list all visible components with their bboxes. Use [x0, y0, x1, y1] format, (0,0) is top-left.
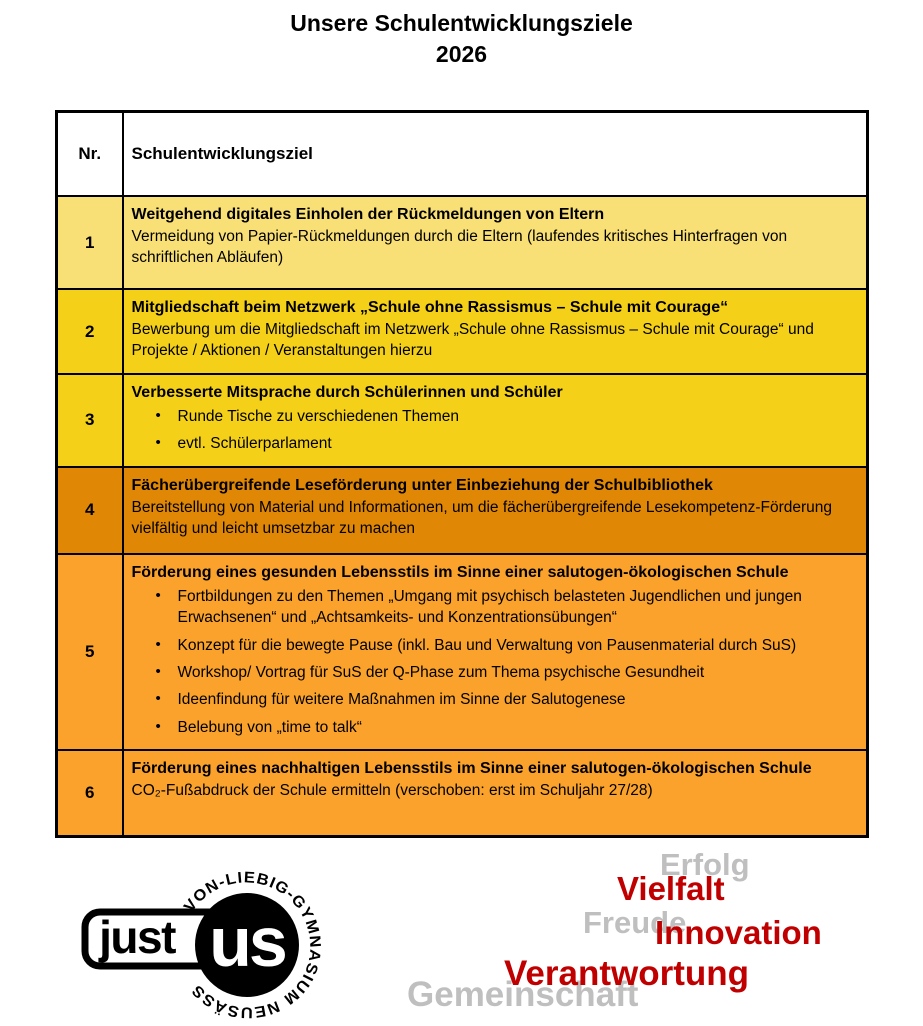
goal-body: CO₂-Fußabdruck der Schule ermitteln (verschoben: erst im Schuljahr 27/28): [131, 782, 653, 800]
goals-table: [55, 110, 869, 838]
wordcloud-word-freude: Freude: [583, 905, 687, 940]
table-row: [57, 467, 868, 554]
goal-title: Verbesserte Mitsprache durch Schülerinnen und Schüler: [131, 384, 563, 401]
wordcloud-word-gemeinschaft: Gemeinschaft: [407, 975, 639, 1014]
goal-title: Fächerübergreifende Leseförderung unter Einbeziehung der Schulbibliothek: [131, 476, 713, 494]
page-title: [0, 8, 923, 70]
goal-cell: [123, 467, 868, 554]
goal-bullet-list: [132, 586, 853, 738]
page-title-year: 2026: [435, 41, 488, 68]
table-header-row: [57, 112, 868, 197]
goal-body: Bereitstellung von Material und Informationen, um die fächerübergreifende Lesekompetenz-Förderung vielfältig und leicht umsetzbar zu machen: [131, 498, 832, 538]
row-number: 1: [57, 196, 123, 289]
row-number: 6: [57, 750, 123, 836]
wordcloud-word-vielfalt: Vielfalt: [617, 870, 725, 907]
row-number: 5: [57, 554, 123, 750]
row-number: 2: [57, 289, 123, 374]
goal-cell: [123, 196, 868, 289]
goal-cell: [123, 289, 868, 374]
logo-ring-text: VON-LIEBIG-GYMNASIUM NEUSÄSS: [180, 869, 324, 1021]
row-number: 3: [57, 374, 123, 467]
goal-title: Förderung eines nachhaltigen Lebensstils im Sinne einer salutogen-ökologischen Schule: [131, 760, 812, 778]
goal-bullet: • Ideenfindung für weitere Maßnahmen im Sinne der Salutogenese: [178, 689, 853, 710]
table-row: [57, 289, 868, 374]
logo-just-text: just: [99, 911, 175, 963]
row-number: 4: [57, 467, 123, 554]
goal-bullet: • Workshop/ Vortrag für SuS der Q-Phase zum Thema psychische Gesundheit: [178, 662, 853, 683]
school-logo: [72, 845, 372, 1026]
goal-bullet: • evtl. Schülerparlament: [178, 433, 853, 454]
goal-bullet: • Fortbildungen zu den Themen „Umgang mit psychisch belasteten Jugendlichen und jungen Erwachsenen“ und „Achtsamkeits- und Konzentrationsübungen“: [178, 586, 853, 629]
goal-cell: [123, 750, 868, 836]
table-row: [57, 374, 868, 467]
wordcloud-word-innovation: Innovation: [655, 914, 822, 951]
wordcloud-word-verantwortung: Verantwortung: [504, 954, 750, 993]
goal-body: Bewerbung um die Mitgliedschaft im Netzwerk „Schule ohne Rassismus – Schule mit Courage“ und Projekte / Aktionen / Veranstaltungen hierzu: [131, 321, 814, 360]
goal-cell: [123, 374, 868, 467]
goal-body: Vermeidung von Papier-Rückmeldungen durch die Eltern (laufendes kritisches Hinterfragen von schriftlichen Abläufen): [131, 228, 788, 267]
logo-us-text: us: [209, 903, 285, 981]
table-row: [57, 196, 868, 289]
goal-title: Förderung eines gesunden Lebensstils im Sinne einer salutogen-ökologischen Schule: [131, 563, 789, 581]
goal-cell: [123, 554, 868, 750]
page-title-line1: Unsere Schulentwicklungsziele: [290, 10, 633, 36]
goal-bullet-list: [132, 406, 853, 455]
goal-title: Mitgliedschaft beim Netzwerk „Schule ohne Rassismus – Schule mit Courage“: [131, 299, 729, 316]
wordcloud-word-erfolg: Erfolg: [660, 847, 750, 882]
goal-title: Weitgehend digitales Einholen der Rückmeldungen von Eltern: [131, 206, 605, 223]
column-header-goal: Schulentwicklungsziel: [123, 112, 868, 197]
goal-bullet: • Runde Tische zu verschiedenen Themen: [178, 406, 853, 427]
table-row: [57, 750, 868, 836]
goal-bullet: • Belebung von „time to talk“: [178, 717, 853, 738]
goal-bullet: • Konzept für die bewegte Pause (inkl. Bau und Verwaltung von Pausenmaterial durch SuS): [178, 635, 853, 656]
column-header-nr: Nr.: [57, 112, 123, 197]
table-row: [57, 554, 868, 750]
